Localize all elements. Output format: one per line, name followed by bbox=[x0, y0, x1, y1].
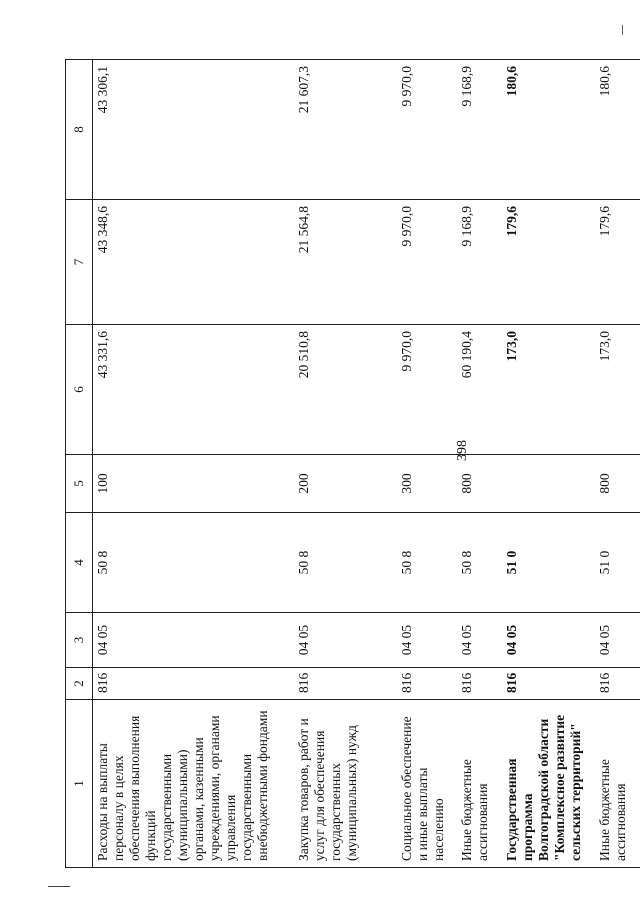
row-section: 04 05 bbox=[397, 613, 457, 668]
row-program: 51 0 bbox=[595, 513, 640, 613]
row-value-7: 179,6 bbox=[595, 200, 640, 325]
row-value-6: 60 190,4 bbox=[457, 325, 502, 455]
table-row bbox=[457, 60, 502, 868]
header-cell: 7 bbox=[66, 200, 93, 325]
row-type: 100 bbox=[92, 455, 294, 513]
scan-edge-mark bbox=[48, 886, 70, 887]
row-value-8: 180,6 bbox=[502, 60, 596, 200]
table-row bbox=[595, 60, 640, 868]
row-section: 04 05 bbox=[294, 613, 397, 668]
row-code: 816 bbox=[397, 668, 457, 700]
row-value-7: 43 348,6 bbox=[92, 200, 294, 325]
row-name: Иные бюджетные ассигнования bbox=[457, 700, 502, 868]
row-section: 04 05 bbox=[457, 613, 502, 668]
row-value-8: 9 970,0 bbox=[397, 60, 457, 200]
table-row bbox=[92, 60, 294, 868]
row-value-8: 43 306,1 bbox=[92, 60, 294, 200]
table-row bbox=[397, 60, 457, 868]
rotated-page bbox=[0, 38, 640, 868]
row-code: 816 bbox=[595, 668, 640, 700]
header-cell: 8 bbox=[66, 60, 93, 200]
header-cell: 6 bbox=[66, 325, 93, 455]
budget-table bbox=[65, 59, 640, 868]
row-value-6: 173,0 bbox=[595, 325, 640, 455]
row-type: 800 bbox=[457, 455, 502, 513]
row-value-7: 21 564,8 bbox=[294, 200, 397, 325]
row-value-8: 9 168,9 bbox=[457, 60, 502, 200]
row-name: Государственная программа Волгоградской области "Комплексное развитие сельских территорий" bbox=[502, 700, 596, 868]
row-value-8: 21 607,3 bbox=[294, 60, 397, 200]
table-row-program bbox=[502, 60, 596, 868]
row-section: 04 05 bbox=[92, 613, 294, 668]
header-cell: 2 bbox=[66, 668, 93, 700]
row-value-6: 9 970,0 bbox=[397, 325, 457, 455]
row-value-8: 180,6 bbox=[595, 60, 640, 200]
row-name: Расходы на выплаты персоналу в целях обеспечения выполнения функций государственными (муниципальными) органами, казенными учреждениями, органами управления государственными внебюджетными фондами bbox=[92, 700, 294, 868]
header-cell: 4 bbox=[66, 513, 93, 613]
row-section: 04 05 bbox=[595, 613, 640, 668]
row-name: Закупка товаров, работ и услуг для обеспечения государственных (муниципальных) нужд bbox=[294, 700, 397, 868]
row-value-6: 43 331,6 bbox=[92, 325, 294, 455]
row-name: Иные бюджетные ассигнования bbox=[595, 700, 640, 868]
row-type: 800 bbox=[595, 455, 640, 513]
row-type: 200 bbox=[294, 455, 397, 513]
row-value-7: 9 168,9 bbox=[457, 200, 502, 325]
page-number: 398 bbox=[455, 440, 470, 461]
row-type bbox=[502, 455, 596, 513]
row-code: 816 bbox=[92, 668, 294, 700]
row-program: 50 8 bbox=[397, 513, 457, 613]
row-section: 04 05 bbox=[502, 613, 596, 668]
table-header-row bbox=[66, 60, 93, 868]
scan-edge-mark bbox=[622, 25, 623, 35]
row-program: 50 8 bbox=[457, 513, 502, 613]
row-code: 816 bbox=[502, 668, 596, 700]
row-value-6: 173,0 bbox=[502, 325, 596, 455]
row-code: 816 bbox=[457, 668, 502, 700]
row-program: 51 0 bbox=[502, 513, 596, 613]
table-row bbox=[294, 60, 397, 868]
row-value-7: 9 970,0 bbox=[397, 200, 457, 325]
header-cell: 5 bbox=[66, 455, 93, 513]
row-name: Социальное обеспечение и иные выплаты населению bbox=[397, 700, 457, 868]
row-code: 816 bbox=[294, 668, 397, 700]
row-type: 300 bbox=[397, 455, 457, 513]
header-cell: 3 bbox=[66, 613, 93, 668]
row-program: 50 8 bbox=[92, 513, 294, 613]
row-value-6: 20 510,8 bbox=[294, 325, 397, 455]
header-cell: 1 bbox=[66, 700, 93, 868]
row-value-7: 179,6 bbox=[502, 200, 596, 325]
row-program: 50 8 bbox=[294, 513, 397, 613]
